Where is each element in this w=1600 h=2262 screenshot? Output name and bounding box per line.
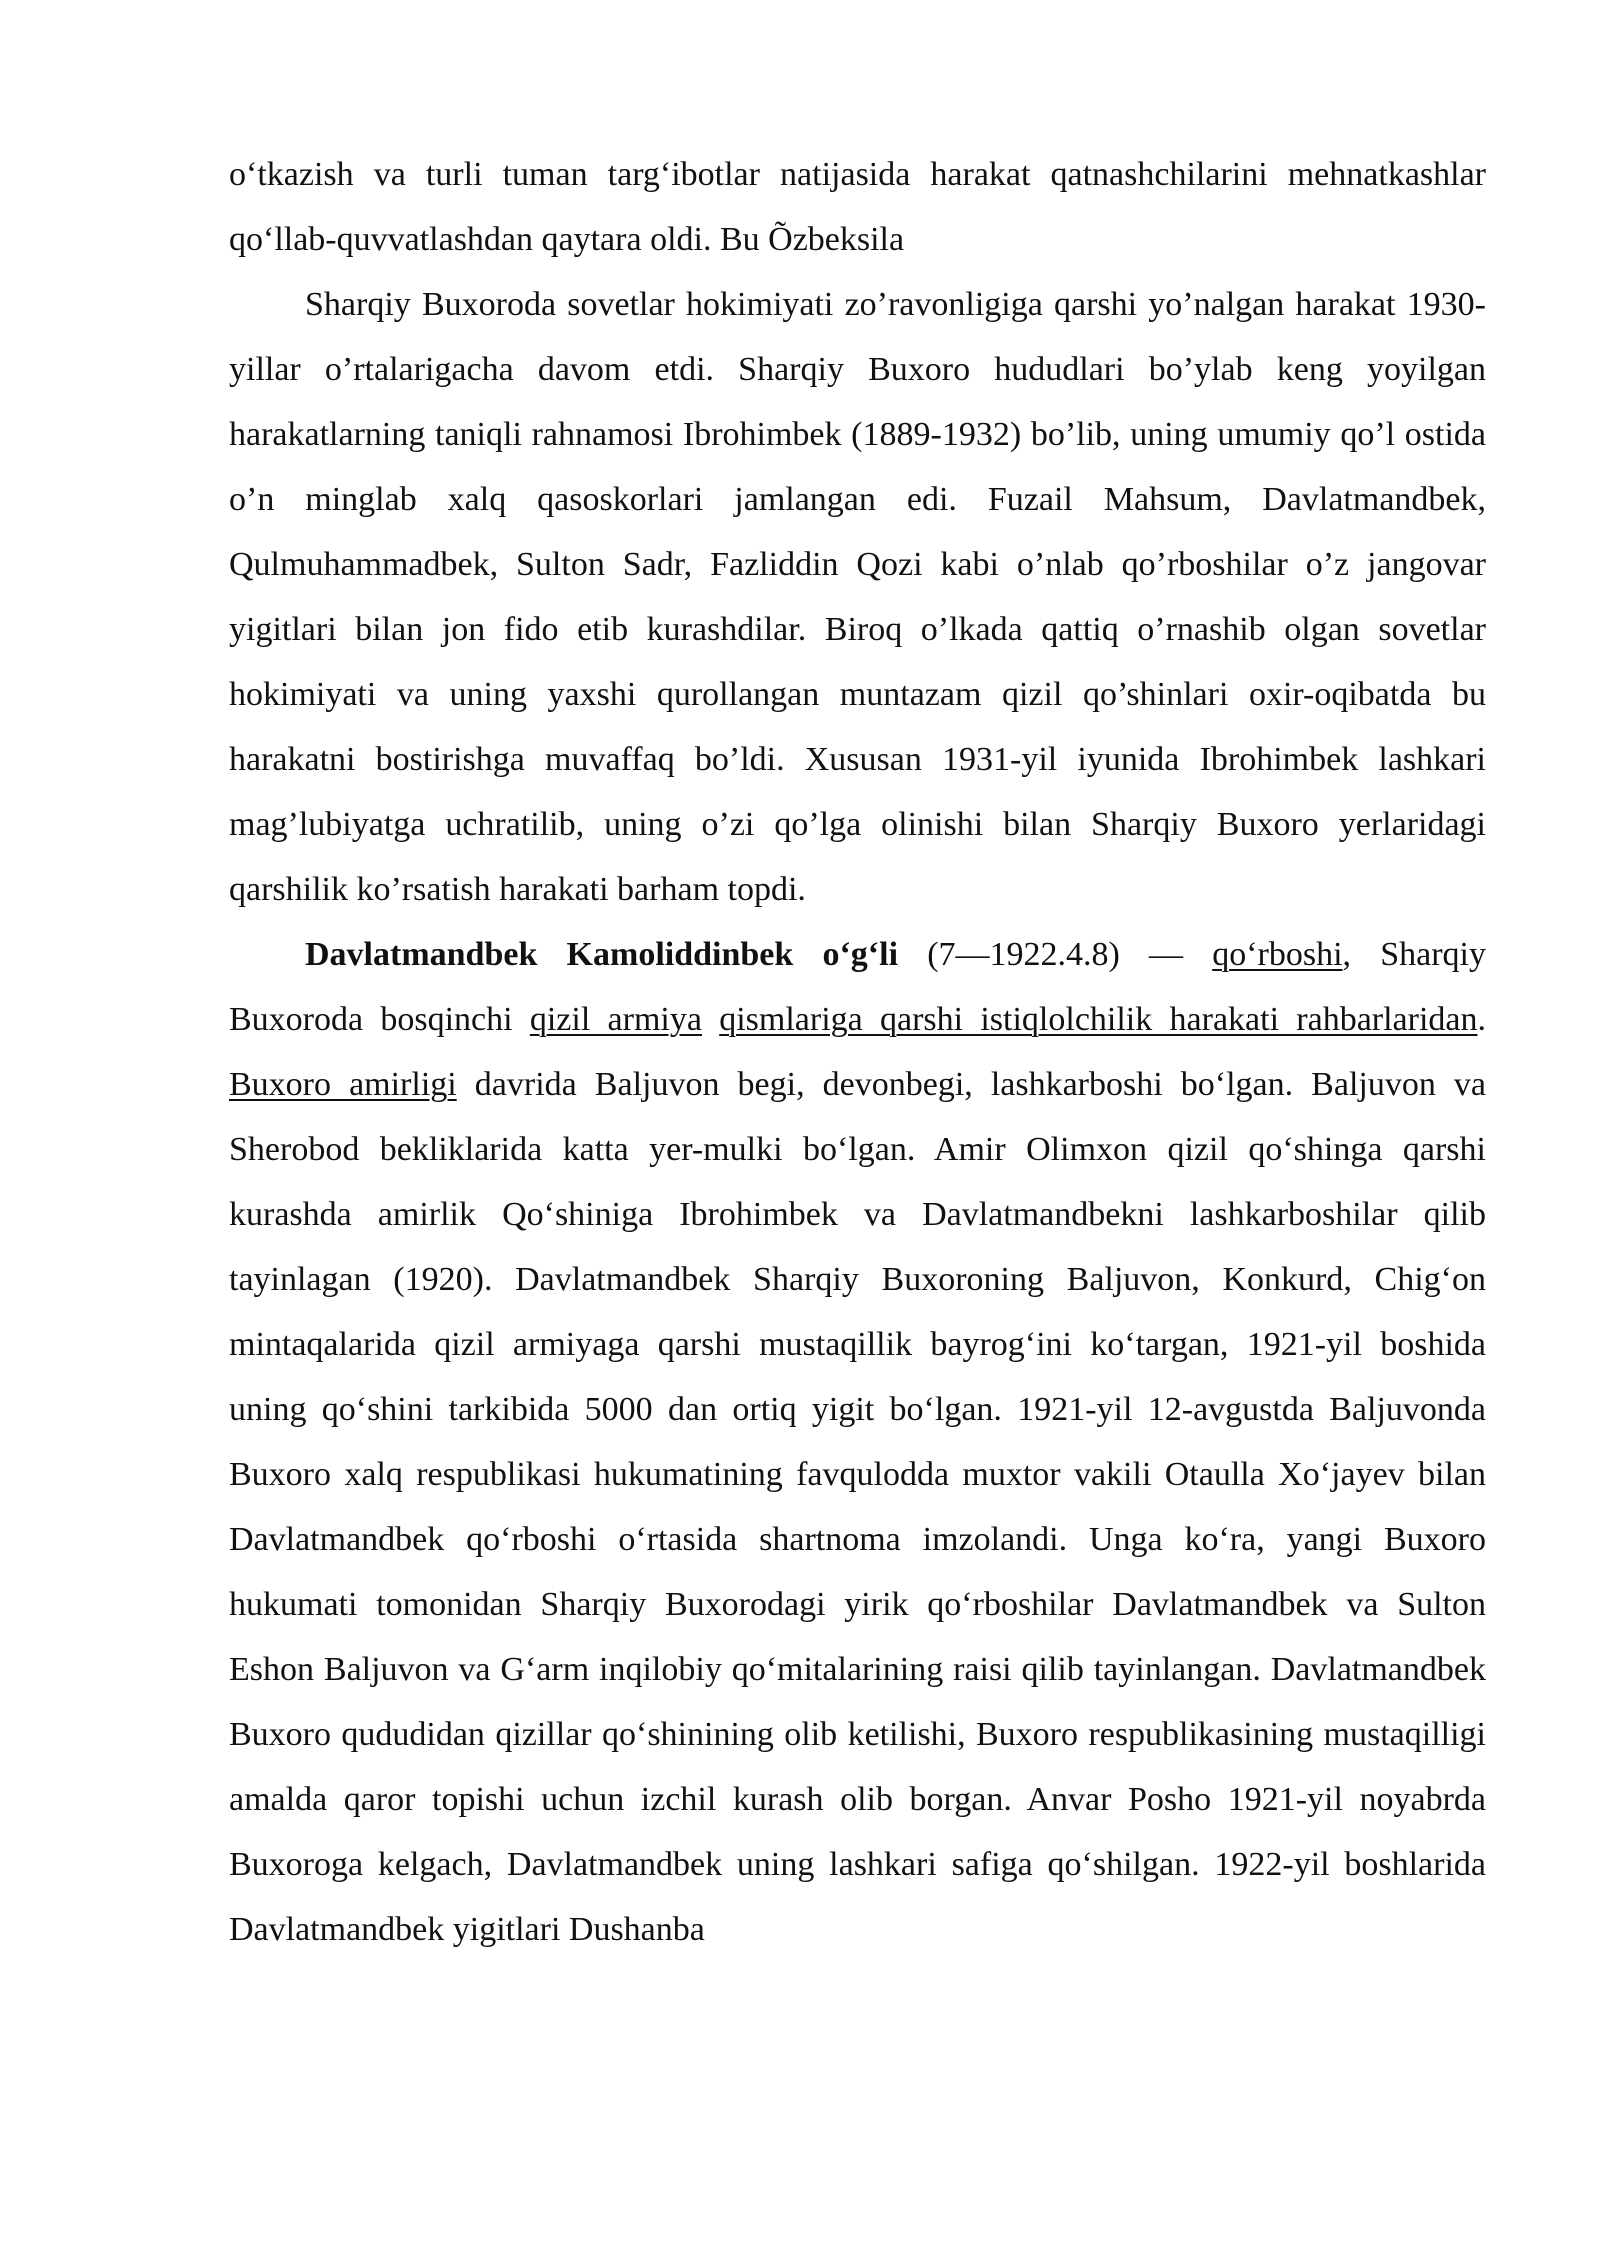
entry-text-d: davrida Baljuvon begi, devonbegi, lashkarboshi bo‘lgan. Baljuvon va Sherobod bekliklarida katta yer-mulki bo‘lgan. Amir Olimxon qizil qo‘shinga qarshi kurashda amirlik Qo‘shiniga Ibrohimbek va Davlatmandbekni lashkarboshilar qilib tayinlagan (1920). Davlatmandbek Sharqiy Buxoroning Baljuvon, Konkurd, Chig‘on mintaqalarida qizil armiyaga qarshi mustaqillik bayrog‘ini ko‘targan, 1921-yil boshida uning qo‘shini tarkibida 5000 dan ortiq yigit bo‘lgan. 1921-yil 12-avgustda Baljuvonda Buxoro xalq respublikasi hukumatining favqulodda muxtor vakili Otaulla Xo‘jayev bilan Davlatmandbek qo‘rboshi o‘rtasida shartnoma imzolandi. Unga ko‘ra, yangi Buxoro hukumati tomonidan Sharqiy Buxorodagi yirik qo‘rboshilar Davlatmandbek va Sulton Eshon Baljuvon va G‘arm inqilobiy qo‘mitalarining raisi qilib tayinlangan. Davlatmandbek Buxoro qududidan qizillar qo‘shinining olib ketilishi, Buxoro respublikasining mustaqilligi amalda qaror topishi uchun izchil kurash olib borgan. Anvar Posho 1921-yil noyabrda Buxoroga kelgach, Davlatmandbek uning lashkari safiga qo‘shilgan. 1922-yil boshlarida Davlatmandbek yigitlari Dushanba	[229, 1066, 1486, 1948]
link-istiqlolchilik-rahbarlari[interactable]: qismlariga qarshi istiqlolchilik harakati rahbarlaridan	[719, 1001, 1478, 1038]
paragraph-davlatmandbek	[229, 922, 1486, 1962]
link-qorboshi[interactable]: qo‘rboshi	[1212, 936, 1343, 973]
paragraph-continuation: o‘tkazish va turli tuman targ‘ibotlar natijasida harakat qatnashchilarini mehnatkashlar qo‘llab-quvvatlashdan qaytara oldi. Bu Õzbeksila	[229, 156, 1486, 258]
entry-term: Davlatmandbek Kamoliddinbek o‘g‘li	[305, 936, 899, 973]
entry-text-a: , Sharqiy Buxoroda bosqinchi	[229, 936, 1486, 1038]
entry-dates: (7—1922.4.8) —	[898, 936, 1213, 973]
document-page	[229, 142, 1486, 1962]
paragraph-sharqiy-buxoro: Sharqiy Buxoroda sovetlar hokimiyati zo’ravonligiga qarshi yo’nalgan harakat 1930-yillar o’rtalarigacha davom etdi. Sharqiy Buxoro hududlari bo’ylab keng yoyilgan harakatlarning taniqli rahnamosi Ibrohimbek (1889-1932) bo’lib, uning umumiy qo’l ostida o’n minglab xalq qasoskorlari jamlangan edi. Fuzail Mahsum, Davlatmandbek, Qulmuhammadbek, Sulton Sadr, Fazliddin Qozi kabi o’nlab qo’rboshilar o’z jangovar yigitlari bilan jon fido etib kurashdilar. Biroq o’lkada qattiq o’rnashib olgan sovetlar hokimiyati va uning yaxshi qurollangan muntazam qizil qo’shinlari oxir-oqibatda bu harakatni bostirishga muvaffaq bo’ldi. Xususan 1931-yil iyunida Ibrohimbek lashkari mag’lubiyatga uchratilib, uning o’zi qo’lga olinishi bilan Sharqiy Buxoro yerlaridagi qarshilik ko’rsatish harakati barham topdi.	[229, 286, 1486, 908]
entry-text-b	[702, 1001, 719, 1038]
entry-text-c: .	[1477, 1001, 1487, 1038]
link-buxoro-amirligi[interactable]: Buxoro amirligi	[229, 1066, 457, 1103]
link-qizil-armiya[interactable]: qizil armiya	[529, 1001, 702, 1038]
